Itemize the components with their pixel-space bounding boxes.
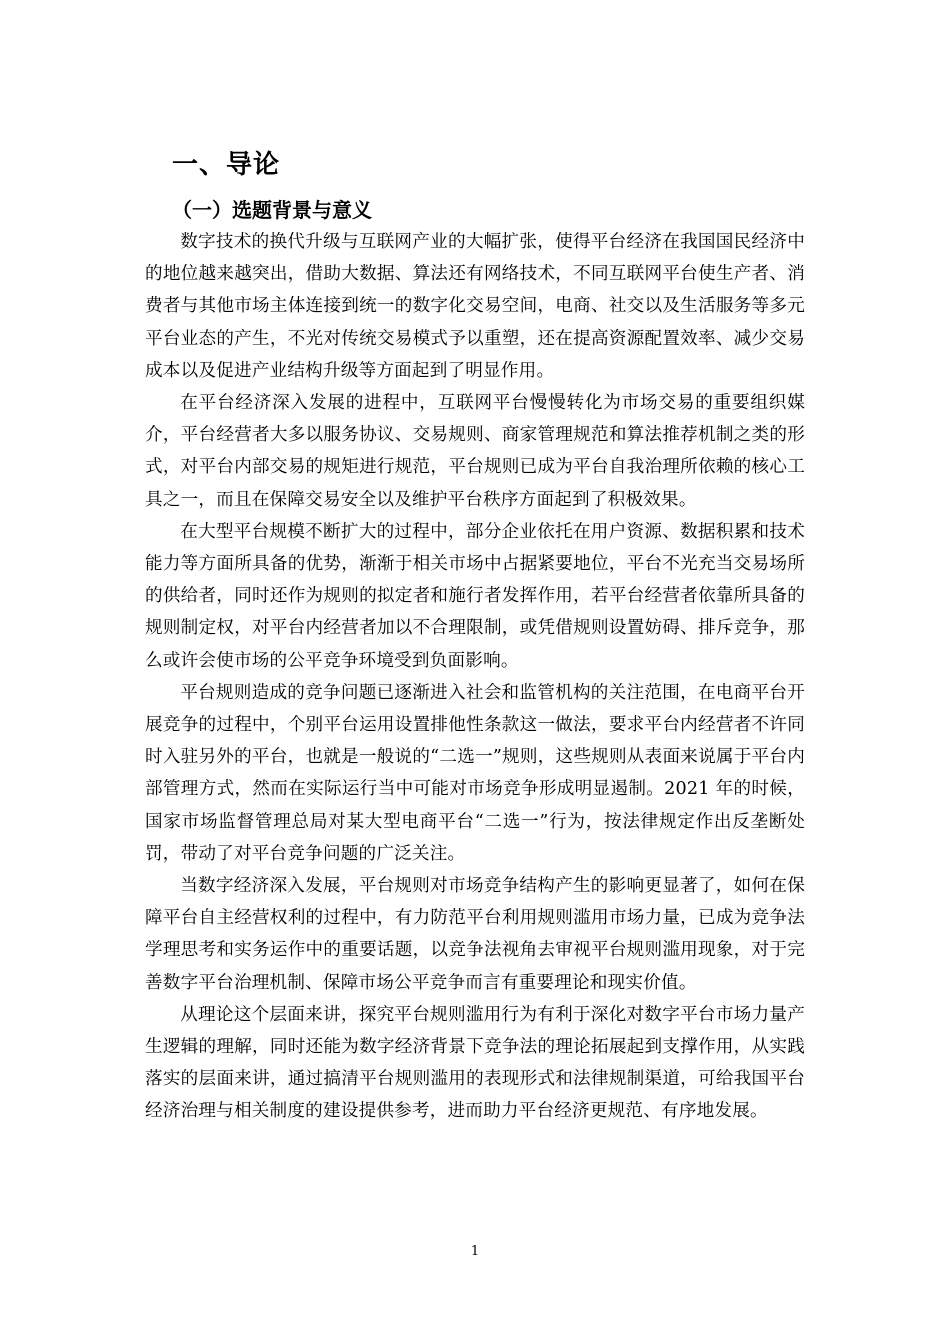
page-number: 1 xyxy=(470,1244,480,1259)
paragraph-3: 在大型平台规模不断扩大的过程中，部分企业依托在用户资源、数据积累和技术能力等方面所具备的优势，渐渐于相关市场中占据紧要地位，平台不光充当交易场所的供给者，同时还作为规则的拟定者和施行者发挥作用，若平台经营者依靠所具备的规则制定权，对平台内经营者加以不合理限制，或凭借规则设置妨碍、排斥竞争，那么或许会使市场的公平竞争环境受到负面影响。 xyxy=(145,521,805,671)
section-heading: （一）选题背景与意义 xyxy=(172,198,372,222)
paragraph-1: 数字技术的换代升级与互联网产业的大幅扩张，使得平台经济在我国国民经济中的地位越来越突出，借助大数据、算法还有网络技术，不同互联网平台使生产者、消费者与其他市场主体连接到统一的数字化交易空间，电商、社交以及生活服务等多元平台业态的产生，不光对传统交易模式予以重塑，还在提高资源配置效率、减少交易成本以及促进产业结构升级等方面起到了明显作用。 xyxy=(145,232,805,381)
paragraph-6: 从理论这个层面来讲，探究平台规则滥用行为有利于深化对数字平台市场力量产生逻辑的理解，同时还能为数字经济背景下竞争法的理论拓展起到支撑作用，从实践落实的层面来讲，通过搞清平台规则滥用的表现形式和法律规制渠道，可给我国平台经济治理与相关制度的建设提供参考，进而助力平台经济更规范、有序地发展。 xyxy=(145,1004,805,1122)
paragraph-2: 在平台经济深入发展的进程中，互联网平台慢慢转化为市场交易的重要组织媒介，平台经营者大多以服务协议、交易规则、商家管理规范和算法推荐机制之类的形式，对平台内部交易的规矩进行规范，平台规则已成为平台自我治理所依赖的核心工具之一，而且在保障交易安全以及维护平台秩序方面起到了积极效果。 xyxy=(145,393,805,510)
chapter-heading: 一、导论 xyxy=(172,150,281,180)
body-text xyxy=(145,226,805,1128)
paragraph-5: 当数字经济深入发展，平台规则对市场竞争结构产生的影响更显著了，如何在保障平台自主经营权利的过程中，有力防范平台利用规则滥用市场力量，已成为竞争法学理思考和实务运作中的重要话题，以竞争法视角去审视平台规则滥用现象，对于完善数字平台治理机制、保障市场公平竞争而言有重要理论和现实价值。 xyxy=(145,876,805,993)
paragraph-4: 平台规则造成的竞争问题已逐渐进入社会和监管机构的关注范围，在电商平台开展竞争的过程中，个别平台运用设置排他性条款这一做法，要求平台内经营者不许同时入驻另外的平台，也就是一般说的“二选一”规则，这些规则从表面来说属于平台内部管理方式，然而在实际运行当中可能对市场竞争形成明显遏制。2021 年的时候，国家市场监督管理总局对某大型电商平台“二选一”行为，按法律规定作出反垄断处罚，带动了对平台竞争问题的广泛关注。 xyxy=(145,682,805,864)
